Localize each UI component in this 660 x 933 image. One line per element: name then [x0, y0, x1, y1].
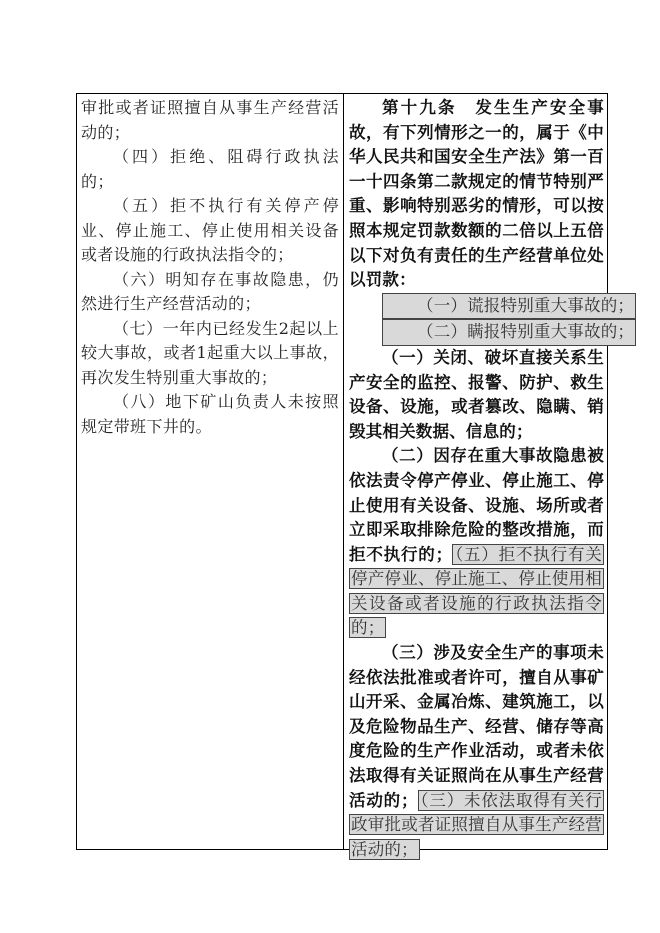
left-column: [81, 96, 339, 439]
column-divider: [343, 94, 344, 849]
left-item-6: （六）明知存在事故隐患，仍然进行生产经营活动的；: [81, 269, 339, 313]
right-item-3-wrapper: [349, 641, 604, 862]
right-item-2: （二）因存在重大事故隐患被依法责令停产停业、停止施工、停止使用有关设备、设施、场所或者立即采取排除危险的整改措施，而拒不执行的；: [349, 446, 604, 564]
left-item-7: （七）一年内已经发生2起以上较大事故，或者1起重大以上事故，再次发生特别重大事故的；: [81, 318, 339, 387]
left-item-8: （八）地下矿山负责人未按照规定带班下井的。: [81, 392, 339, 436]
highlight-deleted-item-3: （三）未依法取得有关行政审批或者证照擅自从事生产经营活动的；: [351, 790, 602, 859]
highlight-deleted-item-5: （五）拒不执行有关停产停业、停止施工、停止使用相关设备或者设施的行政执法指令的；: [351, 544, 602, 638]
highlight-deleted-item-2: （二）瞒报特别重大事故的；: [382, 319, 636, 346]
right-column: [349, 96, 635, 862]
left-paragraph-continuation: 审批或者证照擅自从事生产经营活动的；: [81, 98, 339, 142]
right-item-1: （一）关闭、破坏直接关系生产安全的监控、报警、防护、救生设备、设施，或者篡改、隐瞒、销毁其相关数据、信息的；: [349, 347, 604, 441]
article-19-intro: 第十九条 发生生产安全事故，有下列情形之一的，属于《中华人民共和国安全生产法》第一百一十四条第二款规定的情节特别严重、影响特别恶劣的情形，可以按照本规定罚款数额的二倍以上五倍以下对负有责任的生产经营单位处以罚款：: [349, 98, 604, 290]
right-item-3: （三）涉及安全生产的事项未经依法批准或者许可，擅自从事矿山开采、金属冶炼、建筑施工，以及危险物品生产、经营、储存等高度危险的生产作业活动，或者未依法取得有关证照尚在从事生产经营活动的；: [349, 643, 604, 810]
highlight-deleted-item-1: （一）谎报特别重大事故的；: [382, 293, 636, 320]
right-item-2-wrapper: [349, 444, 604, 641]
comparison-table: [76, 93, 635, 859]
left-item-5: （五）拒不执行有关停产停业、停止施工、停止使用相关设备或者设施的行政执法指令的；: [81, 196, 339, 264]
left-item-4: （四）拒绝、阻碍行政执法的；: [81, 147, 339, 191]
